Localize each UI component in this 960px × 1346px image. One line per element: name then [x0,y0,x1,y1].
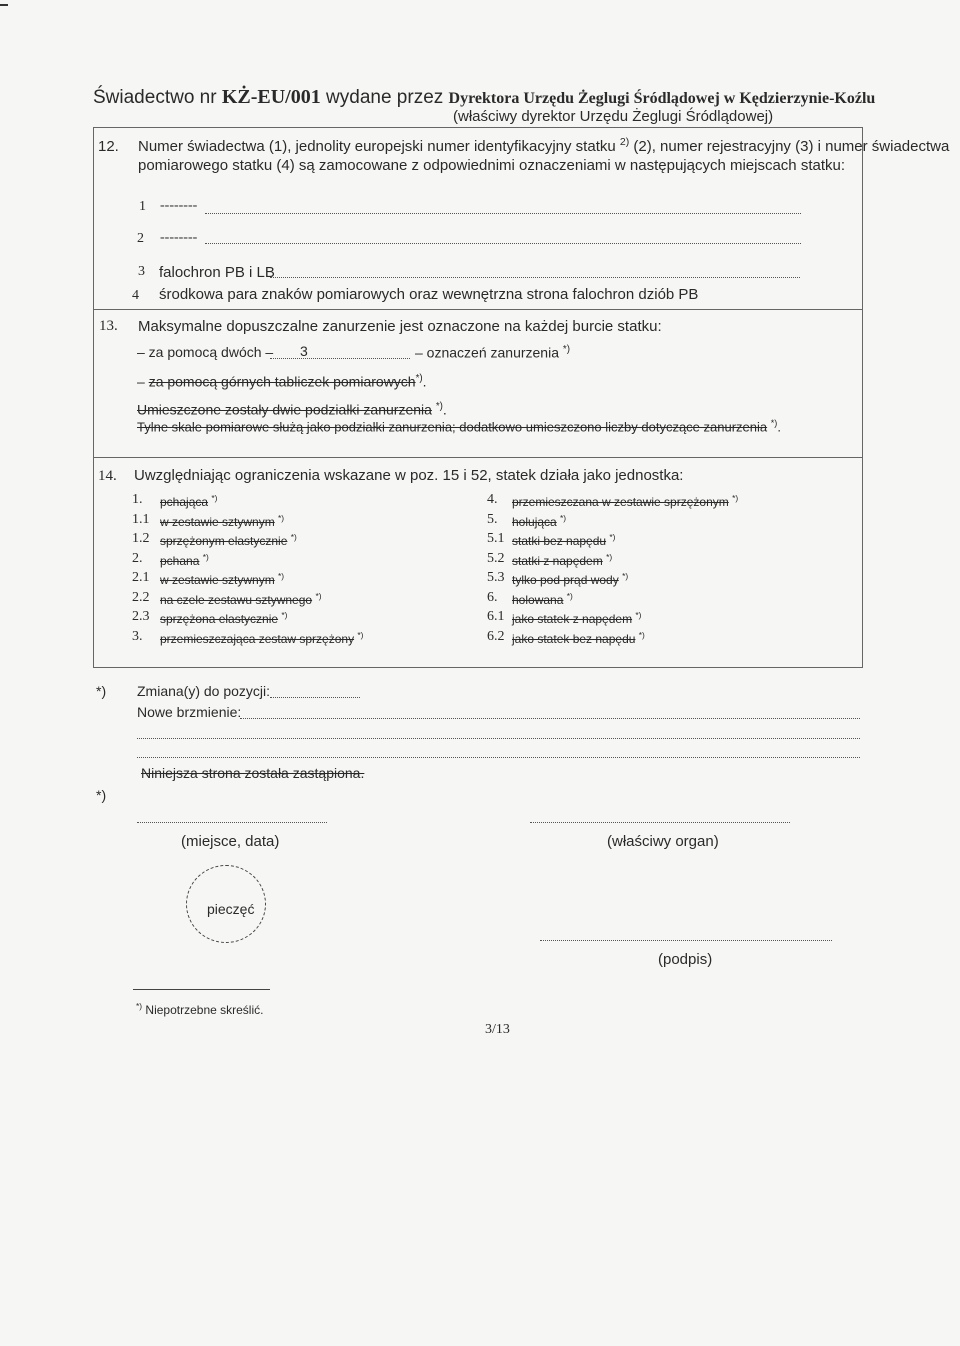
divider-12-13 [93,309,863,310]
s14-left-item-star: *) [290,532,297,542]
s13-a-dots [270,358,410,359]
s14-right-item-text: przemieszczana w zestawie sprzężonym [512,495,729,509]
s14-right-item-text: holująca [512,514,557,529]
s14-left-item-star: *) [357,629,364,640]
s14-left-item-text: na czele zestawu sztywnego [160,592,313,607]
new-wording-line-1 [240,718,860,719]
s14-right-item-text: jako statek z napędem [512,612,633,626]
s14-left-item-number: 2.2 [132,589,150,605]
document-title [93,86,875,109]
s14-left-item [160,552,209,568]
s14-right-item-star: *) [609,532,616,542]
s14-right-item-number: 6.2 [487,628,505,644]
place-date-line [137,822,327,823]
s14-right-item-star: *) [566,590,573,601]
changes-mark-2: *) [96,787,107,803]
s12-item1-line [205,213,801,214]
s14-right-item-text: statki z napędem [512,553,603,568]
s14-left-item [160,630,363,646]
s14-left-item-star: *) [281,610,288,620]
s14-left-item-text: przemieszczająca zestaw sprzężony [160,631,355,646]
authority-label: (właściwy organ) [607,833,719,850]
signature-line [540,940,832,941]
s13-b-text: za pomocą górnych tabliczek pomiarowych [148,373,416,390]
s14-left-item [160,493,217,509]
s14-right-item-text: statki bez napędu [512,534,607,548]
section-12-number: 12. [98,138,119,155]
s14-right-item [512,552,612,568]
new-wording-label: Nowe brzmienie: [137,704,242,720]
new-wording-line-3 [137,757,860,758]
s14-left-item-number: 1. [132,492,143,507]
s14-left-item-star: *) [315,590,322,601]
s14-right-item-star: *) [606,551,613,562]
s12-item2-number: 2 [137,231,144,246]
section-14-number: 14. [98,468,117,484]
s14-left-item-number: 1.2 [132,531,150,546]
s14-right-item-number: 6.1 [487,609,505,624]
place-date-label: (miejsce, data) [181,833,280,850]
s13-b: – za pomocą górnych tabliczek pomiarowych*). [137,373,427,390]
s12-item3-text: falochron PB i LB [159,264,275,281]
s12-item4-text: środkowa para znaków pomiarowych oraz wewnętrzna strona falochron dziób PB [159,286,699,303]
issuer-note: (właściwy dyrektor Urzędu Żeglugi Śródlądowej) [453,108,774,125]
s14-right-item [512,630,645,646]
s14-left-item-text: pchająca [160,495,209,509]
s14-left-item-text: sprzężona elastycznie [160,612,279,626]
s14-right-item-number: 5.2 [487,550,505,566]
frame-bottom [93,667,863,668]
s12-sup: 2) [619,136,630,148]
s13-d: Tylne skale pomiarowe służą jako podziałki zanurzenia; dodatkowo umieszczono liczby dotyczące zanurzenia *). [137,418,781,435]
s14-left-item [160,591,322,607]
title-prefix: Świadectwo nr [93,87,222,108]
s14-right-item-number: 4. [487,492,498,507]
s14-right-item-star: *) [635,610,642,620]
s14-right-item-star: *) [732,493,739,503]
certificate-number: KŻ-EU/001 [221,86,321,108]
s14-left-item [160,532,297,548]
s14-right-item [512,513,566,529]
s14-left-item-star: *) [278,571,285,581]
s12-item1-number: 1 [139,199,146,214]
s14-left-item-number: 3. [132,628,143,644]
s13-a-value: 3 [300,343,308,359]
s14-right-item-star: *) [622,571,629,581]
new-wording-line-2 [137,738,860,739]
s14-right-item-number: 5.3 [487,570,505,585]
s13-c: Umieszczone zostały dwie podziałki zanurzenia *). [137,401,447,418]
footnote [136,1001,263,1017]
footnote-text: Niepotrzebne skreślić. [145,1003,264,1017]
s14-right-item-number: 6. [487,589,498,605]
s12-item2-text: -------- [160,230,198,245]
s12-item2-line [205,243,801,244]
page-number: 3/13 [485,1022,510,1037]
s14-left-item-number: 2. [132,550,143,566]
s14-right-item [512,571,628,587]
s13-d-text: Tylne skale pomiarowe służą jako podziałki zanurzenia; dodatkowo umieszczono liczby dotyczące zanurzenia [137,419,768,435]
s12-line1-a: Numer świadectwa (1), jednolity europejski numer identyfikacyjny statku [138,138,616,155]
frame-top [93,127,863,128]
s12-item1-text: -------- [160,198,198,213]
s14-right-item-text: holowana [512,592,564,607]
s13-b-dash: – [137,373,145,390]
section-13-number: 13. [99,318,118,334]
s14-right-item-star: *) [638,629,645,640]
s14-left-item-star: *) [202,551,209,562]
s12-item4-number: 4 [132,288,139,303]
section-14-title: Uwzględniając ograniczenia wskazane w poz. 15 i 52, statek działa jako jednostka: [134,467,684,484]
title-mid: wydane przez [320,87,449,108]
s14-left-item-number: 1.1 [132,511,150,527]
changes-label: Zmiana(y) do pozycji: [137,683,271,699]
s13-d-star: *) [770,418,778,428]
frame-left [93,127,94,667]
section-12-line2: pomiarowego statku (4) są zamocowane z odpowiednimi oznaczeniami w następujących miejscach statku: [138,157,846,174]
signature-label: (podpis) [658,951,713,968]
changes-label-line [270,697,360,698]
s14-left-item-star: *) [211,493,218,503]
s14-right-item-text: jako statek bez napędu [512,631,636,646]
stamp-label: pieczęć [207,901,255,917]
s13-a-prefix: – za pomocą dwóch – [137,344,274,360]
s12-item3-number: 3 [138,264,145,279]
s14-left-item-text: w zestawie sztywnym [160,514,275,529]
authority-line [530,822,790,823]
s14-right-item [512,591,573,607]
s13-a-suffix [415,344,570,361]
s13-c-star: *) [435,401,443,412]
s14-right-item [512,493,738,509]
s14-left-item-text: sprzężonym elastycznie [160,534,288,548]
section-13-line1: Maksymalne dopuszczalne zanurzenie jest oznaczone na każdej burcie statku: [138,318,662,335]
s13-a-suffix-text: – oznaczeń zanurzenia [415,344,559,361]
s12-line1-b: (2), numer rejestracyjny (3) i numer świadectwa [633,138,950,155]
scan-mark [0,4,8,6]
issuer: Dyrektora Urzędu Żeglugi Śródlądowej w Kędzierzynie-Koźlu [448,90,876,107]
s13-a-star: *) [562,344,570,355]
s13-c-text: Umieszczone zostały dwie podziałki zanurzenia [137,401,432,418]
s14-left-item-text: w zestawie sztywnym [160,573,275,587]
s14-left-item-star: *) [278,512,285,523]
s14-right-item [512,532,615,548]
divider-13-14 [93,457,863,458]
s14-right-item-star: *) [560,512,567,523]
section-12-line1 [138,136,949,155]
s14-left-item [160,513,284,529]
s14-left-item-number: 2.1 [132,570,150,585]
footnote-mark: *) [136,1001,143,1011]
changes-mark-1: *) [96,683,107,699]
s14-left-item-number: 2.3 [132,609,150,624]
s14-left-item-text: pchana [160,553,200,568]
s14-left-item [160,610,287,626]
s13-b-star: *) [415,373,423,384]
page-replaced-text: Niniejsza strona została zastąpiona. [141,765,365,781]
s14-right-item-number: 5.1 [487,531,505,546]
s14-right-item [512,610,641,626]
footnote-rule [133,989,270,990]
s14-right-item-number: 5. [487,511,498,527]
s14-right-item-text: tylko pod prąd wody [512,573,619,587]
s12-item3-line [270,277,800,278]
s14-left-item [160,571,284,587]
frame-right [862,127,863,667]
